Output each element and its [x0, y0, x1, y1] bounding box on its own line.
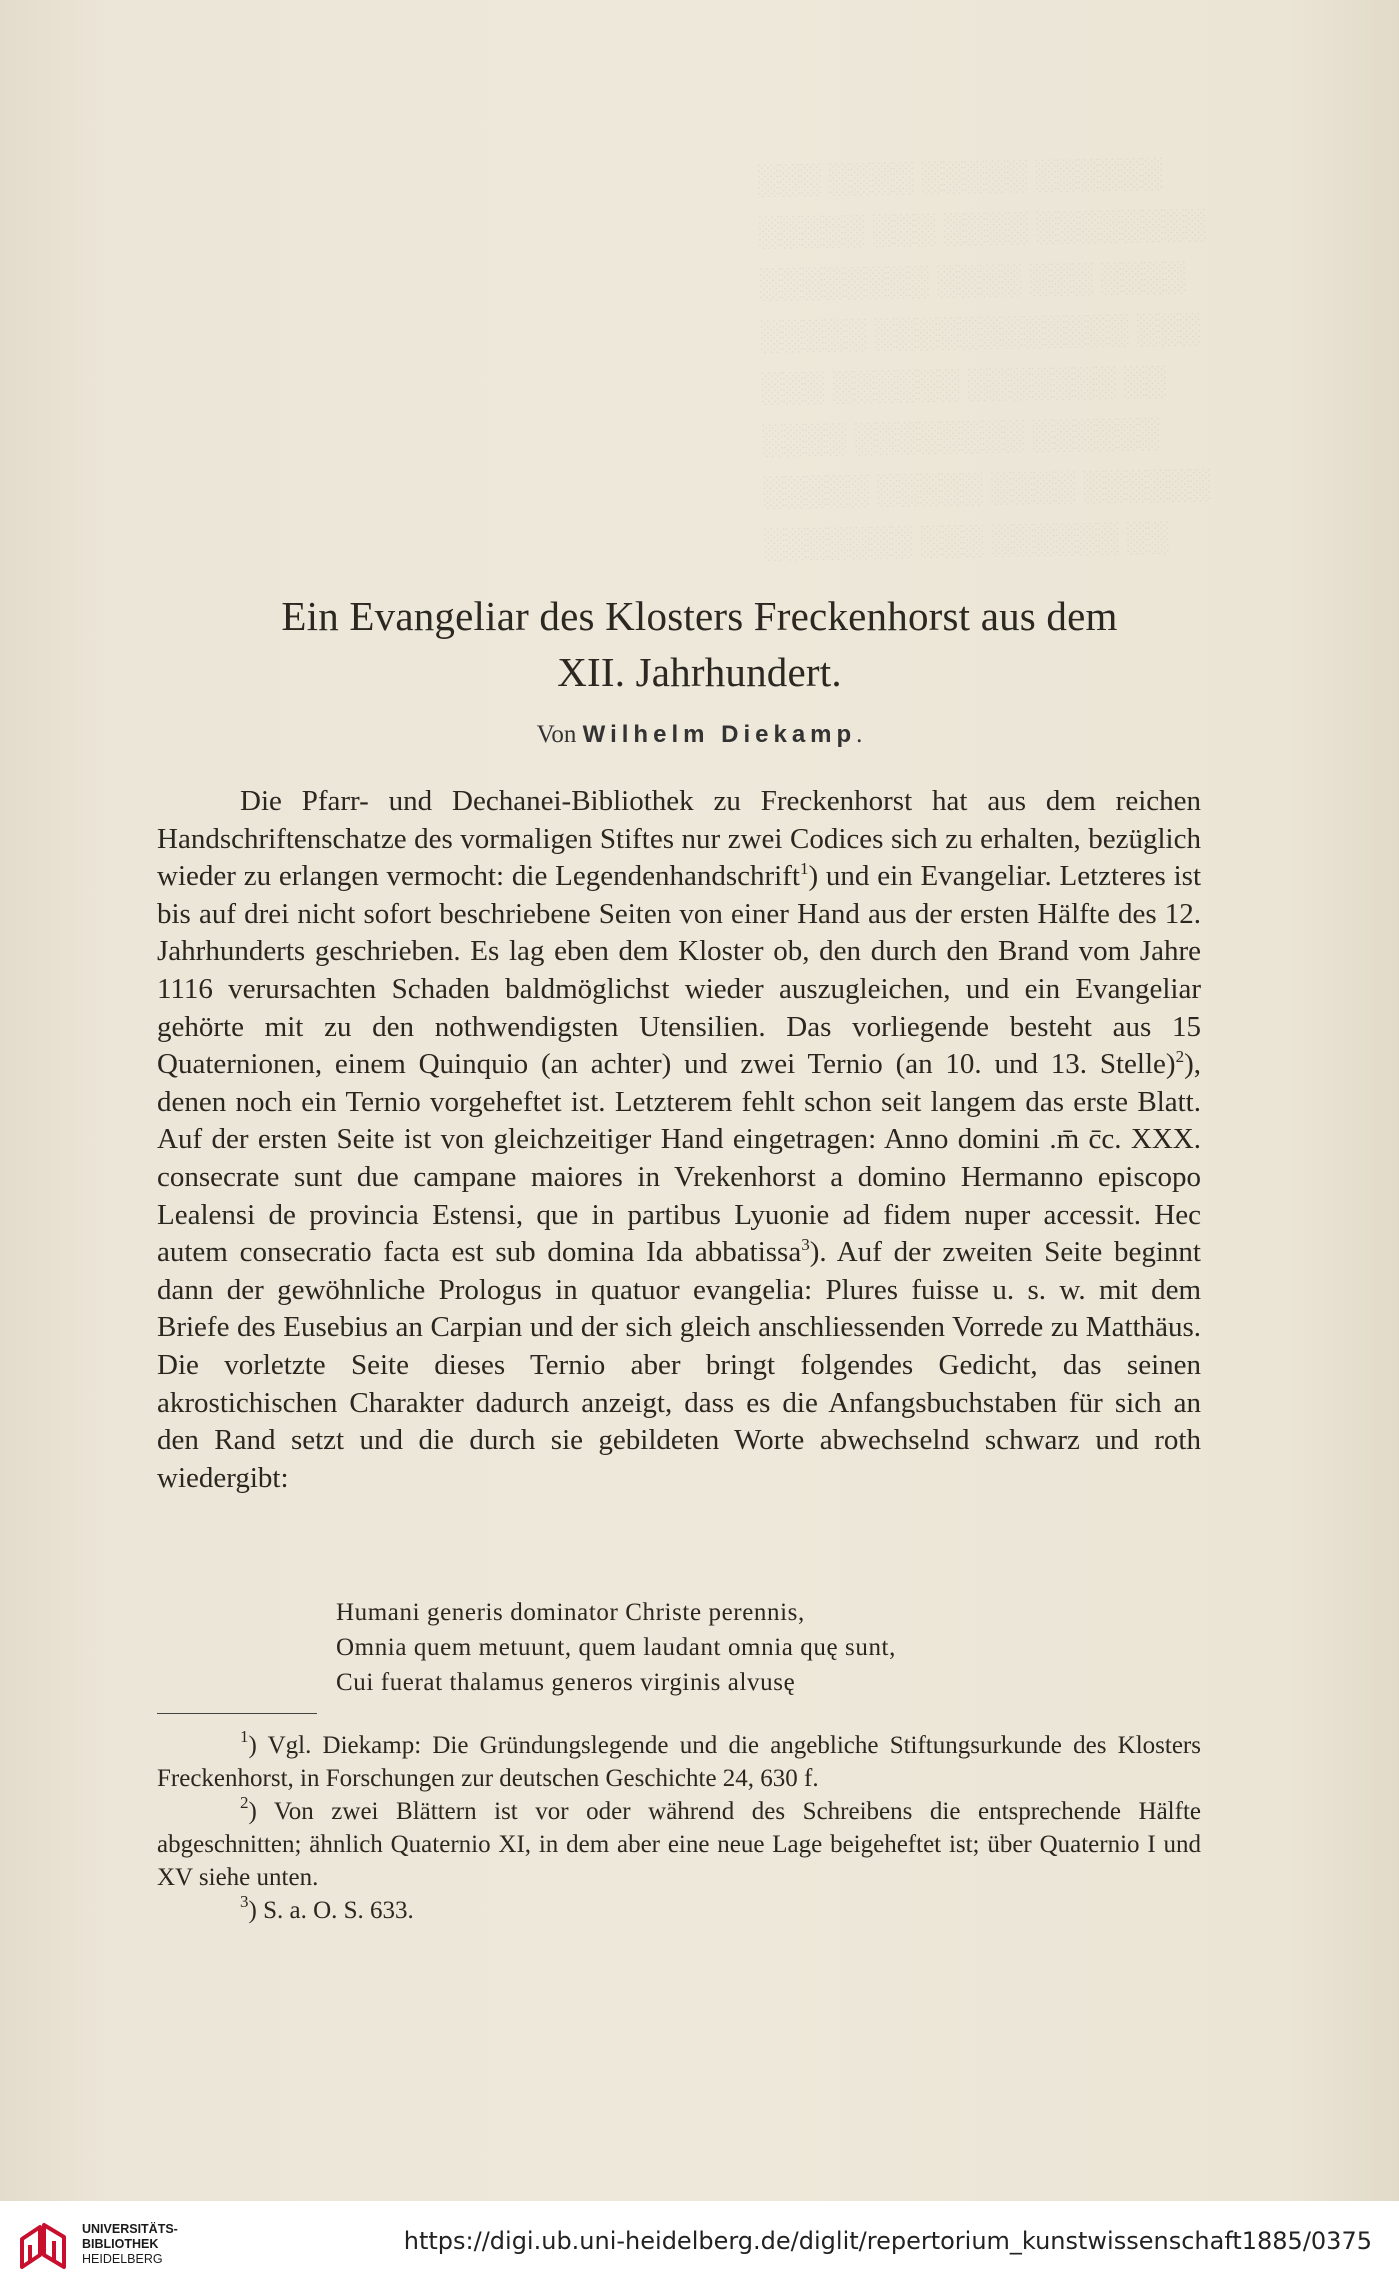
author-name: Wilhelm Diekamp: [582, 721, 857, 748]
footnote-divider: [157, 1713, 317, 1714]
poem-line: Humani generis dominator Christe perennis,: [336, 1599, 805, 1626]
library-name: [82, 2222, 178, 2267]
footnote-mark: 3: [240, 1892, 249, 1911]
poem: [336, 1595, 896, 1700]
footnote-mark: 1: [240, 1727, 249, 1746]
footnote-ref-1: 1: [799, 859, 809, 879]
body-text: [157, 783, 1201, 1497]
poem-line: Cui fuerat thalamus generos virginis alvusę: [336, 1669, 796, 1696]
body-paragraph: [157, 783, 1201, 1497]
footnote-text: ) Von zwei Blättern ist vor oder während des Schreibens die entsprechende Hälfte abgeschnitten; ähnlich Quaternio XI, in dem aber eine neue Lage beigeheftet ist; über Quaternio I und XV siehe unten.: [157, 1798, 1201, 1891]
footnote-text: ) Vgl. Diekamp: Die Gründungslegende und die angebliche Stiftungsurkunde des Klosters Freckenhorst, in Forschungen zur deutschen Geschichte 24, 630 f.: [157, 1732, 1201, 1792]
bleed-through-texture: ░░░ ░░░░ ░░░░░ ░░░░░░ ░░░░░ ░░░ ░░░░ ░░░░░░░░ ░░░░░░░░ ░░░░ ░░░ ░░░░ ░░░░░ ░░░░░░░░░░░░ ░░░ ░░░ ░░░░░░ ░░░░░░░ ░░ ░░░░ ░░░░░░░░ ░░░░░░ ░░░░░ ░░░░░ ░░░░ ░░░░░░ ░░░░░░░ ░░░ ░░░░░░ ░░: [756, 156, 1211, 561]
footnote: [157, 1795, 1201, 1894]
library-name-line-1: UNIVERSITÄTS-: [82, 2222, 178, 2236]
footnote: [157, 1729, 1201, 1795]
university-library-logo-icon[interactable]: [14, 2217, 72, 2275]
byline-prefix: Von: [536, 721, 583, 748]
title-line-1: Ein Evangeliar des Klosters Freckenhorst aus dem: [281, 593, 1118, 639]
footnote-mark: 2: [240, 1793, 249, 1812]
body-segment: ) und ein Evangeliar. Letzteres ist bis auf drei nicht sofort beschriebene Seiten von einer Hand aus der ersten Hälfte des 12. Jahrhunderts geschrieben. Es lag eben dem Kloster ob, den durch den Brand vom Jahre 1116 verursachten Schaden baldmöglichst wieder auszugleichen, und ein Evangeliar gehörte mit zu den nothwendigsten Utensilien. Das vorliegende besteht aus 15 Quaternionen, einem Quinquio (an achter) und zwei Ternio (an 10. und 13. Stelle): [157, 860, 1202, 1081]
title-line-2: XII. Jahrhundert.: [557, 649, 842, 695]
footnote-ref-2: 2: [1175, 1047, 1185, 1067]
byline: [0, 721, 1399, 749]
footnote-text: ) S. a. O. S. 633.: [248, 1897, 414, 1924]
source-url-link[interactable]: https://digi.ub.uni-heidelberg.de/diglit/repertorium_kunstwissenschaft1885/0375: [403, 2227, 1372, 2255]
footnote: [157, 1894, 1201, 1927]
body-segment: ), denen noch ein Ternio vorgeheftet ist. Letzterem fehlt schon seit langem das erste Blatt. Auf der ersten Seite ist von gleichzeitiger Hand eingetragen: Anno domini .m̄ c̄c. XXX. consecrate sunt due campane maiores in Vrekenhorst a domino Hermanno episcopo Lealensi de provincia Estensi, que in partibus Lyuonie ad fidem nuper accessit. Hec autem consecratio facta est sub domina Ida abbatissa: [157, 1048, 1201, 1269]
footnotes: [157, 1729, 1201, 1927]
body-segment: Die Pfarr- und Dechanei-Bibliothek zu Freckenhorst hat aus dem reichen Handschriftenschatze des vormaligen Stiftes nur zwei Codices sich zu erhalten, bezüglich wieder zu erlangen vermocht: die Legendenhandschrift: [157, 785, 1201, 893]
byline-suffix: .: [856, 721, 863, 748]
library-name-line-2: BIBLIOTHEK: [82, 2237, 159, 2251]
body-segment: ). Auf der zweiten Seite beginnt dann der gewöhnliche Prologus in quatuor evangelia: Plures fuisse u. s. w. mit dem Briefe des Eusebius an Carpian und der sich gleich anschliessenden Vorrede zu Matthäus. Die vorletzte Seite dieses Ternio aber bringt folgendes Gedicht, das seinen akrostichischen Charakter dadurch anzeigt, dass es die Anfangsbuchstaben für sich an den Rand setzt und die durch sie gebildeten Worte abwechselnd schwarz und roth wiedergibt:: [157, 1236, 1201, 1494]
footnote-ref-3: 3: [801, 1235, 810, 1255]
library-name-line-3: HEIDELBERG: [82, 2252, 163, 2266]
poem-line: Omnia quem metuunt, quem laudant omnia quę sunt,: [336, 1634, 896, 1661]
footer-bar: [0, 2201, 1399, 2287]
